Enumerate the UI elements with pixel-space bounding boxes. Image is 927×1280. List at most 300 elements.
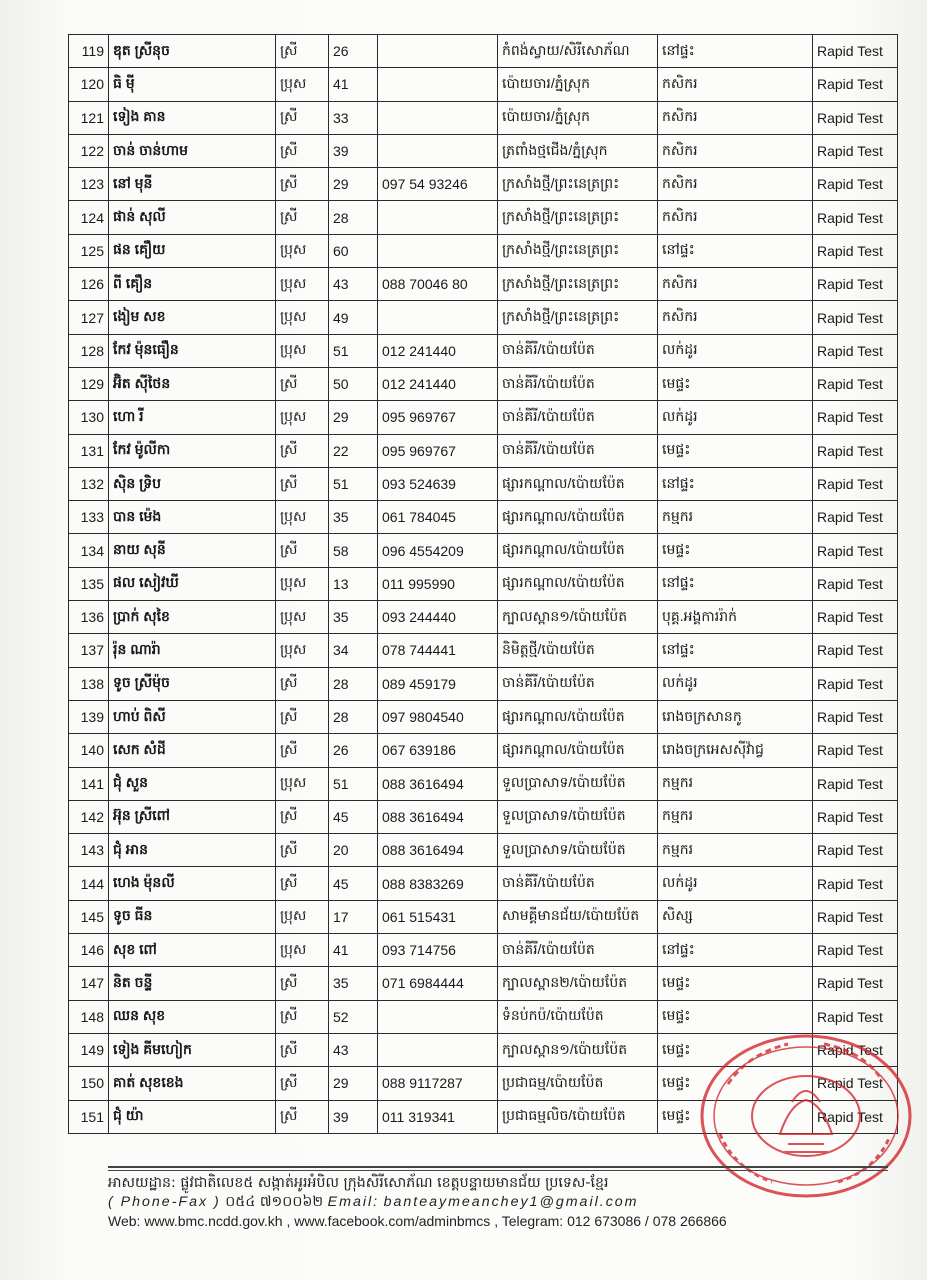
person-name: ងៀម សខ bbox=[109, 301, 276, 334]
age-cell: 35 bbox=[329, 501, 378, 534]
table-row bbox=[69, 101, 898, 134]
person-name: រ៉ុន ណារ៉ា bbox=[109, 634, 276, 667]
occupation-cell: លក់ដូរ bbox=[658, 667, 813, 700]
row-number: 141 bbox=[69, 767, 109, 800]
person-name: ជុំ យ៉ា bbox=[109, 1100, 276, 1133]
occupation-cell: មេផ្ទះ bbox=[658, 1067, 813, 1100]
row-number: 125 bbox=[69, 234, 109, 267]
age-cell: 45 bbox=[329, 800, 378, 833]
address-cell: ទួលប្រាសាទ/ប៉ោយប៉ែត bbox=[498, 834, 658, 867]
person-name: អ៊ិត ស៊ីថៃន bbox=[109, 367, 276, 400]
test-type-cell: Rapid Test bbox=[813, 800, 898, 833]
table-row bbox=[69, 567, 898, 600]
test-type-cell: Rapid Test bbox=[813, 301, 898, 334]
sex-cell: ស្រី bbox=[276, 1033, 329, 1066]
phone-cell: 096 4554209 bbox=[378, 534, 498, 567]
person-name: ទូច ធីន bbox=[109, 900, 276, 933]
phone-cell: 071 6984444 bbox=[378, 967, 498, 1000]
age-cell: 28 bbox=[329, 667, 378, 700]
occupation-cell: លក់ដូរ bbox=[658, 867, 813, 900]
table-row bbox=[69, 434, 898, 467]
address-cell: ចាន់គីរី/ប៉ោយប៉ែត bbox=[498, 334, 658, 367]
phone-fax-value: ០៥៤ ៧១០០៦២ bbox=[225, 1194, 324, 1210]
occupation-cell: កម្មករ bbox=[658, 501, 813, 534]
sex-cell: ប្រុស bbox=[276, 68, 329, 101]
test-type-cell: Rapid Test bbox=[813, 268, 898, 301]
age-cell: 29 bbox=[329, 1067, 378, 1100]
test-type-cell: Rapid Test bbox=[813, 934, 898, 967]
phone-cell: 012 241440 bbox=[378, 334, 498, 367]
test-type-cell: Rapid Test bbox=[813, 967, 898, 1000]
row-number: 123 bbox=[69, 168, 109, 201]
age-cell: 29 bbox=[329, 168, 378, 201]
person-name: នាយ សុនី bbox=[109, 534, 276, 567]
row-number: 128 bbox=[69, 334, 109, 367]
test-type-cell: Rapid Test bbox=[813, 767, 898, 800]
table-row bbox=[69, 334, 898, 367]
phone-cell bbox=[378, 1000, 498, 1033]
person-name: ផន គឿយ bbox=[109, 234, 276, 267]
row-number: 140 bbox=[69, 734, 109, 767]
sex-cell: ប្រុស bbox=[276, 601, 329, 634]
person-name: ជុំ អាន bbox=[109, 834, 276, 867]
sex-cell: ស្រី bbox=[276, 867, 329, 900]
address-cell: កំពង់ស្វាយ/សិរីសោភ័ណ bbox=[498, 35, 658, 68]
address-cell: ត្រពាំងថ្មជើង/ភ្នំស្រុក bbox=[498, 134, 658, 167]
test-type-cell: Rapid Test bbox=[813, 134, 898, 167]
address-cell: ចាន់គីរី/ប៉ោយប៉ែត bbox=[498, 867, 658, 900]
phone-cell bbox=[378, 35, 498, 68]
age-cell: 41 bbox=[329, 68, 378, 101]
sex-cell: ប្រុស bbox=[276, 501, 329, 534]
row-number: 131 bbox=[69, 434, 109, 467]
occupation-cell: កសិករ bbox=[658, 201, 813, 234]
table-row bbox=[69, 35, 898, 68]
address-cell: ចាន់គីរី/ប៉ោយប៉ែត bbox=[498, 367, 658, 400]
table-row bbox=[69, 234, 898, 267]
sex-cell: ស្រី bbox=[276, 534, 329, 567]
test-type-cell: Rapid Test bbox=[813, 667, 898, 700]
age-cell: 50 bbox=[329, 367, 378, 400]
sex-cell: ស្រី bbox=[276, 201, 329, 234]
occupation-cell: នៅផ្ទះ bbox=[658, 234, 813, 267]
row-number: 135 bbox=[69, 567, 109, 600]
letterhead-footer bbox=[108, 1166, 888, 1231]
phone-cell: 097 54 93246 bbox=[378, 168, 498, 201]
phone-cell: 061 784045 bbox=[378, 501, 498, 534]
address-cell: ផ្សារកណ្ដាល/ប៉ោយប៉ែត bbox=[498, 567, 658, 600]
test-type-cell: Rapid Test bbox=[813, 1033, 898, 1066]
row-number: 139 bbox=[69, 700, 109, 733]
row-number: 151 bbox=[69, 1100, 109, 1133]
address-cell: ប៉ោយចារ/ភ្នំស្រុក bbox=[498, 101, 658, 134]
phone-cell: 067 639186 bbox=[378, 734, 498, 767]
age-cell: 29 bbox=[329, 401, 378, 434]
age-cell: 39 bbox=[329, 134, 378, 167]
sex-cell: ស្រី bbox=[276, 367, 329, 400]
row-number: 146 bbox=[69, 934, 109, 967]
phone-cell: 088 8383269 bbox=[378, 867, 498, 900]
sex-cell: ស្រី bbox=[276, 700, 329, 733]
occupation-cell: កម្មករ bbox=[658, 767, 813, 800]
person-name: និត ចន្ទី bbox=[109, 967, 276, 1000]
sex-cell: ប្រុស bbox=[276, 634, 329, 667]
address-cell: ក្រសាំងថ្មី/ព្រះនេត្រព្រះ bbox=[498, 168, 658, 201]
person-name: ធិ ម៉ី bbox=[109, 68, 276, 101]
occupation-cell: កសិករ bbox=[658, 268, 813, 301]
age-cell: 28 bbox=[329, 700, 378, 733]
table-row bbox=[69, 834, 898, 867]
sex-cell: ស្រី bbox=[276, 734, 329, 767]
row-number: 126 bbox=[69, 268, 109, 301]
test-type-cell: Rapid Test bbox=[813, 1100, 898, 1133]
sex-cell: ស្រី bbox=[276, 667, 329, 700]
person-name: អ៊ុន ស្រីពៅ bbox=[109, 800, 276, 833]
address-cell: ចាន់គីរី/ប៉ោយប៉ែត bbox=[498, 667, 658, 700]
person-name: ទៀង គីមហៀក bbox=[109, 1033, 276, 1066]
table-row bbox=[69, 900, 898, 933]
person-name: ឈន សុខ bbox=[109, 1000, 276, 1033]
age-cell: 52 bbox=[329, 1000, 378, 1033]
records-table bbox=[68, 34, 898, 1134]
table-row bbox=[69, 467, 898, 500]
table-row bbox=[69, 367, 898, 400]
phone-cell: 078 744441 bbox=[378, 634, 498, 667]
phone-cell bbox=[378, 201, 498, 234]
age-cell: 17 bbox=[329, 900, 378, 933]
test-type-cell: Rapid Test bbox=[813, 567, 898, 600]
age-cell: 51 bbox=[329, 467, 378, 500]
address-cell: ប្រជាធម្ម/ប៉ោយប៉ែត bbox=[498, 1067, 658, 1100]
occupation-cell: មេផ្ទះ bbox=[658, 367, 813, 400]
test-type-cell: Rapid Test bbox=[813, 900, 898, 933]
occupation-cell: មេផ្ទះ bbox=[658, 1100, 813, 1133]
test-type-cell: Rapid Test bbox=[813, 834, 898, 867]
age-cell: 35 bbox=[329, 967, 378, 1000]
test-type-cell: Rapid Test bbox=[813, 700, 898, 733]
row-number: 147 bbox=[69, 967, 109, 1000]
test-type-cell: Rapid Test bbox=[813, 1067, 898, 1100]
person-name: ហេង ម៉ុនលី bbox=[109, 867, 276, 900]
phone-cell: 095 969767 bbox=[378, 401, 498, 434]
row-number: 150 bbox=[69, 1067, 109, 1100]
occupation-cell: លក់ដូរ bbox=[658, 401, 813, 434]
sex-cell: ស្រី bbox=[276, 834, 329, 867]
address-cell: ផ្សារកណ្ដាល/ប៉ោយប៉ែត bbox=[498, 734, 658, 767]
age-cell: 22 bbox=[329, 434, 378, 467]
address-cell: និមិត្តថ្មី/ប៉ោយប៉ែត bbox=[498, 634, 658, 667]
phone-cell: 011 319341 bbox=[378, 1100, 498, 1133]
phone-cell: 061 515431 bbox=[378, 900, 498, 933]
table-row bbox=[69, 401, 898, 434]
phone-cell: 088 3616494 bbox=[378, 800, 498, 833]
phone-cell: 095 969767 bbox=[378, 434, 498, 467]
sex-cell: ប្រុស bbox=[276, 234, 329, 267]
row-number: 121 bbox=[69, 101, 109, 134]
test-type-cell: Rapid Test bbox=[813, 35, 898, 68]
test-type-cell: Rapid Test bbox=[813, 168, 898, 201]
email-value: banteaymeanchey1@gmail.com bbox=[383, 1194, 639, 1210]
age-cell: 33 bbox=[329, 101, 378, 134]
address-cell: ផ្សារកណ្ដាល/ប៉ោយប៉ែត bbox=[498, 534, 658, 567]
sex-cell: ប្រុស bbox=[276, 934, 329, 967]
table-row bbox=[69, 301, 898, 334]
address-cell: ក្បាលស្ពាន១/ប៉ោយប៉ែត bbox=[498, 601, 658, 634]
test-type-cell: Rapid Test bbox=[813, 334, 898, 367]
test-type-cell: Rapid Test bbox=[813, 234, 898, 267]
sex-cell: ស្រី bbox=[276, 1000, 329, 1033]
row-number: 137 bbox=[69, 634, 109, 667]
occupation-cell: កសិករ bbox=[658, 168, 813, 201]
address-cell: ទួលប្រាសាទ/ប៉ោយប៉ែត bbox=[498, 767, 658, 800]
phone-cell: 088 3616494 bbox=[378, 834, 498, 867]
test-type-cell: Rapid Test bbox=[813, 534, 898, 567]
occupation-cell: នៅផ្ទះ bbox=[658, 634, 813, 667]
sex-cell: ស្រី bbox=[276, 1067, 329, 1100]
row-number: 132 bbox=[69, 467, 109, 500]
row-number: 133 bbox=[69, 501, 109, 534]
person-name: ផល សៀវឃី bbox=[109, 567, 276, 600]
age-cell: 28 bbox=[329, 201, 378, 234]
footer-web: Web: www.bmc.ncdd.gov.kh , www.facebook.com/adminbmcs , Telegram: 012 673086 / 078 266866 bbox=[108, 1213, 727, 1229]
occupation-cell: មេផ្ទះ bbox=[658, 1000, 813, 1033]
person-name: ទូច ស្រីម៉ុច bbox=[109, 667, 276, 700]
address-cell: ចាន់គីរី/ប៉ោយប៉ែត bbox=[498, 401, 658, 434]
phone-cell bbox=[378, 1033, 498, 1066]
age-cell: 41 bbox=[329, 934, 378, 967]
sex-cell: ស្រី bbox=[276, 967, 329, 1000]
address-cell: ក្រសាំងថ្មី/ព្រះនេត្រព្រះ bbox=[498, 201, 658, 234]
person-name: ហោ រី bbox=[109, 401, 276, 434]
sex-cell: ស្រី bbox=[276, 1100, 329, 1133]
occupation-cell: កសិករ bbox=[658, 101, 813, 134]
footer-contact bbox=[108, 1193, 888, 1212]
phone-cell: 089 459179 bbox=[378, 667, 498, 700]
test-type-cell: Rapid Test bbox=[813, 367, 898, 400]
person-name: ស៊ិន ទ្រិប bbox=[109, 467, 276, 500]
address-cell: ផ្សារកណ្ដាល/ប៉ោយប៉ែត bbox=[498, 467, 658, 500]
phone-cell bbox=[378, 301, 498, 334]
person-name: នៅ មុនី bbox=[109, 168, 276, 201]
person-name: សេក សំដី bbox=[109, 734, 276, 767]
age-cell: 35 bbox=[329, 601, 378, 634]
row-number: 136 bbox=[69, 601, 109, 634]
person-name: បាន ម៉េង bbox=[109, 501, 276, 534]
age-cell: 58 bbox=[329, 534, 378, 567]
row-number: 143 bbox=[69, 834, 109, 867]
person-name: ជុំ សួន bbox=[109, 767, 276, 800]
address-cell: ប៉ោយចារ/ភ្នំស្រុក bbox=[498, 68, 658, 101]
phone-cell: 088 9117287 bbox=[378, 1067, 498, 1100]
age-cell: 13 bbox=[329, 567, 378, 600]
row-number: 142 bbox=[69, 800, 109, 833]
address-cell: ក្រសាំងថ្មី/ព្រះនេត្រព្រះ bbox=[498, 268, 658, 301]
occupation-cell: បុគ្គ.អង្គការរ៉ាក់ bbox=[658, 601, 813, 634]
row-number: 148 bbox=[69, 1000, 109, 1033]
address-cell: ក្បាលស្ពាន១/ប៉ោយប៉ែត bbox=[498, 1033, 658, 1066]
occupation-cell: នៅផ្ទះ bbox=[658, 567, 813, 600]
table-row bbox=[69, 667, 898, 700]
table-row bbox=[69, 501, 898, 534]
test-type-cell: Rapid Test bbox=[813, 201, 898, 234]
table-row bbox=[69, 601, 898, 634]
table-row bbox=[69, 168, 898, 201]
test-type-cell: Rapid Test bbox=[813, 634, 898, 667]
table-row bbox=[69, 201, 898, 234]
address-cell: សាមគ្គីមានជ័យ/ប៉ោយប៉ែត bbox=[498, 900, 658, 933]
sex-cell: ស្រី bbox=[276, 800, 329, 833]
age-cell: 51 bbox=[329, 767, 378, 800]
row-number: 134 bbox=[69, 534, 109, 567]
occupation-cell: មេផ្ទះ bbox=[658, 967, 813, 1000]
table-row bbox=[69, 134, 898, 167]
row-number: 122 bbox=[69, 134, 109, 167]
sex-cell: ប្រុស bbox=[276, 900, 329, 933]
occupation-cell: កសិករ bbox=[658, 134, 813, 167]
table-row bbox=[69, 68, 898, 101]
sex-cell: ប្រុស bbox=[276, 301, 329, 334]
age-cell: 39 bbox=[329, 1100, 378, 1133]
age-cell: 20 bbox=[329, 834, 378, 867]
age-cell: 45 bbox=[329, 867, 378, 900]
address-cell: ផ្សារកណ្ដាល/ប៉ោយប៉ែត bbox=[498, 501, 658, 534]
row-number: 144 bbox=[69, 867, 109, 900]
occupation-cell: កសិករ bbox=[658, 68, 813, 101]
age-cell: 34 bbox=[329, 634, 378, 667]
address-cell: ក្រសាំងថ្មី/ព្រះនេត្រព្រះ bbox=[498, 234, 658, 267]
test-type-cell: Rapid Test bbox=[813, 734, 898, 767]
person-name: ផាន់ សុលី bbox=[109, 201, 276, 234]
row-number: 129 bbox=[69, 367, 109, 400]
sex-cell: ស្រី bbox=[276, 467, 329, 500]
person-name: ពី គឿន bbox=[109, 268, 276, 301]
phone-cell bbox=[378, 101, 498, 134]
sex-cell: ប្រុស bbox=[276, 334, 329, 367]
phone-cell: 088 70046 80 bbox=[378, 268, 498, 301]
address-cell: ចាន់គីរី/ប៉ោយប៉ែត bbox=[498, 934, 658, 967]
row-number: 130 bbox=[69, 401, 109, 434]
table-row bbox=[69, 634, 898, 667]
sex-cell: ប្រុស bbox=[276, 268, 329, 301]
age-cell: 60 bbox=[329, 234, 378, 267]
phone-cell bbox=[378, 234, 498, 267]
person-name: ឌុត ស្រីនុច bbox=[109, 35, 276, 68]
phone-cell: 093 244440 bbox=[378, 601, 498, 634]
table-row bbox=[69, 767, 898, 800]
person-name: កែវ ម៉ុនធឿន bbox=[109, 334, 276, 367]
person-name: កែវ ម៉ូលីកា bbox=[109, 434, 276, 467]
age-cell: 43 bbox=[329, 268, 378, 301]
test-type-cell: Rapid Test bbox=[813, 867, 898, 900]
footer-divider bbox=[108, 1166, 888, 1171]
phone-cell: 088 3616494 bbox=[378, 767, 498, 800]
person-name: គាត់ សុខខេង bbox=[109, 1067, 276, 1100]
occupation-cell: កម្មករ bbox=[658, 800, 813, 833]
row-number: 120 bbox=[69, 68, 109, 101]
occupation-cell: មេផ្ទះ bbox=[658, 534, 813, 567]
sex-cell: ប្រុស bbox=[276, 567, 329, 600]
phone-cell bbox=[378, 134, 498, 167]
occupation-cell: នៅផ្ទះ bbox=[658, 35, 813, 68]
row-number: 127 bbox=[69, 301, 109, 334]
age-cell: 43 bbox=[329, 1033, 378, 1066]
table-row bbox=[69, 800, 898, 833]
table-row bbox=[69, 867, 898, 900]
table-row bbox=[69, 934, 898, 967]
sex-cell: ស្រី bbox=[276, 134, 329, 167]
occupation-cell: រោងចក្រសានកូ bbox=[658, 700, 813, 733]
occupation-cell: សិស្ស bbox=[658, 900, 813, 933]
age-cell: 49 bbox=[329, 301, 378, 334]
phone-cell: 011 995990 bbox=[378, 567, 498, 600]
person-name: ហាប់ ពិសី bbox=[109, 700, 276, 733]
occupation-cell: មេផ្ទះ bbox=[658, 434, 813, 467]
row-number: 145 bbox=[69, 900, 109, 933]
table-row bbox=[69, 967, 898, 1000]
person-name: ទៀង គាន bbox=[109, 101, 276, 134]
phone-cell: 097 9804540 bbox=[378, 700, 498, 733]
sex-cell: ស្រី bbox=[276, 101, 329, 134]
footer-address: អាសយដ្ឋាន: ផ្លូវជាតិលេខ៥ សង្កាត់អូរអំបិល ក្រុងសិរីសោភ័ណ ខេត្តបន្ទាយមានជ័យ ប្រទេស-ខ្មែរ bbox=[108, 1175, 609, 1191]
age-cell: 51 bbox=[329, 334, 378, 367]
test-type-cell: Rapid Test bbox=[813, 434, 898, 467]
address-cell: ទួលប្រាសាទ/ប៉ោយប៉ែត bbox=[498, 800, 658, 833]
row-number: 149 bbox=[69, 1033, 109, 1066]
test-type-cell: Rapid Test bbox=[813, 101, 898, 134]
phone-cell bbox=[378, 68, 498, 101]
email-label: Email: bbox=[327, 1194, 380, 1210]
phone-cell: 093 524639 bbox=[378, 467, 498, 500]
address-cell: ក្បាលស្ពាន២/ប៉ោយប៉ែត bbox=[498, 967, 658, 1000]
sex-cell: ប្រុស bbox=[276, 767, 329, 800]
test-type-cell: Rapid Test bbox=[813, 1000, 898, 1033]
address-cell: ប្រជាធម្មលិច/ប៉ោយប៉ែត bbox=[498, 1100, 658, 1133]
row-number: 124 bbox=[69, 201, 109, 234]
occupation-cell: កសិករ bbox=[658, 301, 813, 334]
test-type-cell: Rapid Test bbox=[813, 501, 898, 534]
address-cell: ក្រសាំងថ្មី/ព្រះនេត្រព្រះ bbox=[498, 301, 658, 334]
address-cell: ផ្សារកណ្ដាល/ប៉ោយប៉ែត bbox=[498, 700, 658, 733]
sex-cell: ប្រុស bbox=[276, 401, 329, 434]
table-row bbox=[69, 734, 898, 767]
phone-cell: 093 714756 bbox=[378, 934, 498, 967]
row-number: 138 bbox=[69, 667, 109, 700]
sex-cell: ស្រី bbox=[276, 35, 329, 68]
person-name: ចាន់ ចាន់ហាម bbox=[109, 134, 276, 167]
test-type-cell: Rapid Test bbox=[813, 601, 898, 634]
age-cell: 26 bbox=[329, 734, 378, 767]
test-type-cell: Rapid Test bbox=[813, 467, 898, 500]
test-type-cell: Rapid Test bbox=[813, 401, 898, 434]
table-body bbox=[69, 35, 898, 1134]
age-cell: 26 bbox=[329, 35, 378, 68]
table-row bbox=[69, 534, 898, 567]
occupation-cell: កម្មករ bbox=[658, 834, 813, 867]
test-type-cell: Rapid Test bbox=[813, 68, 898, 101]
phone-fax-label: ( Phone-Fax ) bbox=[108, 1194, 221, 1210]
person-name: សុខ ពៅ bbox=[109, 934, 276, 967]
person-name: ប្រាក់ សុខៃ bbox=[109, 601, 276, 634]
occupation-cell: នៅផ្ទះ bbox=[658, 467, 813, 500]
occupation-cell: មេផ្ទះ bbox=[658, 1033, 813, 1066]
row-number: 119 bbox=[69, 35, 109, 68]
table-row bbox=[69, 700, 898, 733]
occupation-cell: លក់ដូរ bbox=[658, 334, 813, 367]
address-cell: ទំនប់កប៉/ប៉ោយប៉ែត bbox=[498, 1000, 658, 1033]
address-cell: ចាន់គីរី/ប៉ោយប៉ែត bbox=[498, 434, 658, 467]
sex-cell: ស្រី bbox=[276, 434, 329, 467]
phone-cell: 012 241440 bbox=[378, 367, 498, 400]
